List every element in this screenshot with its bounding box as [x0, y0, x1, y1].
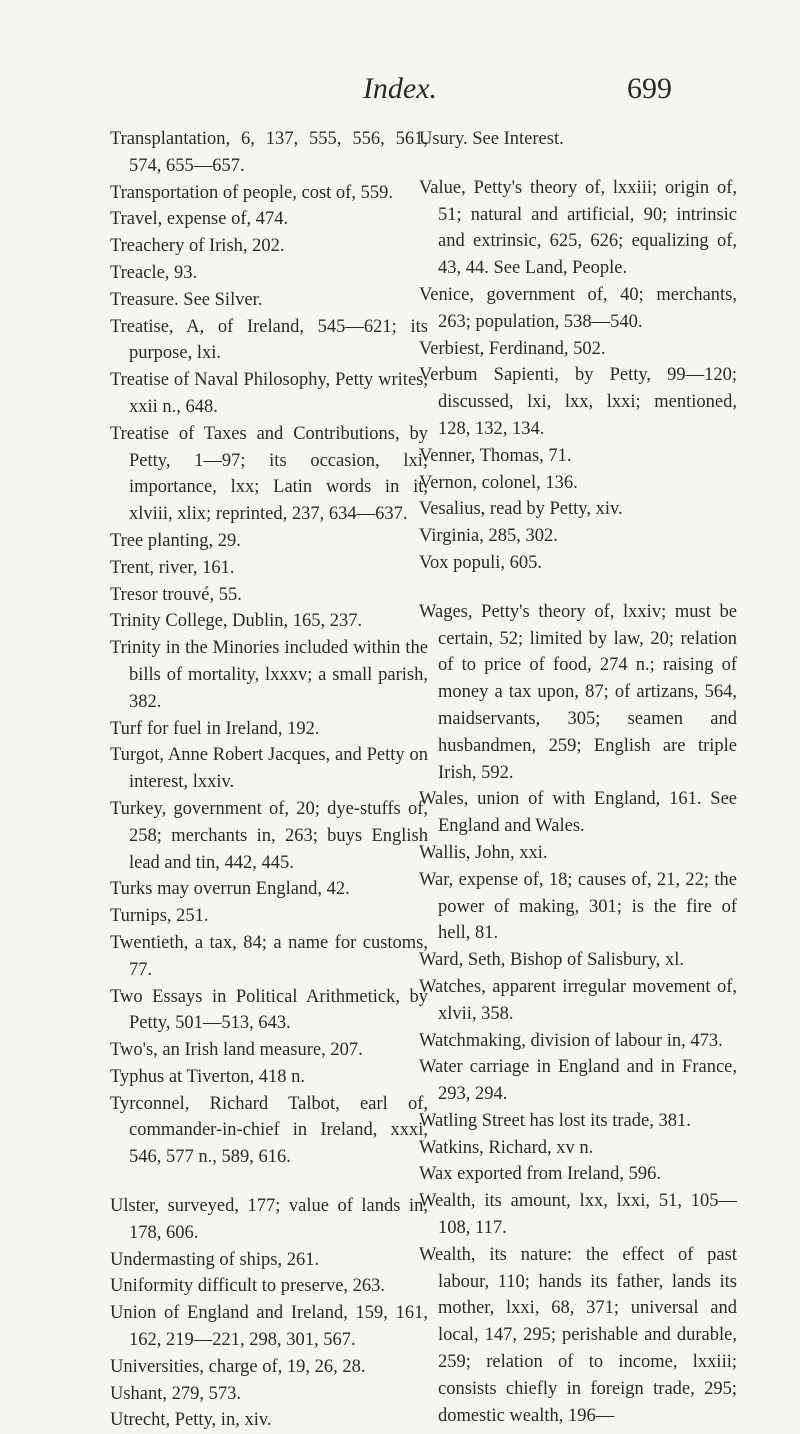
index-entry: Watches, apparent irregular movement of, xlvii, 358. — [419, 976, 737, 1024]
index-entry: Transplantation, 6, 137, 555, 556, 561, 574, 655—657. — [110, 129, 428, 176]
index-entry: Universities, charge of, 19, 26, 28. — [110, 1356, 366, 1377]
index-entry: Watling Street has lost its trade, 381. — [419, 1110, 691, 1131]
index-entry: Vernon, colonel, 136. — [419, 472, 578, 493]
index-entry: Two's, an Irish land measure, 207. — [110, 1040, 363, 1061]
index-entry: Wealth, its amount, lxx, lxxi, 51, 105—108, 117. — [419, 1191, 737, 1239]
index-entry: Wax exported from Ireland, 596. — [419, 1164, 662, 1185]
index-column-right — [419, 126, 737, 1429]
index-entry: Watchmaking, division of labour in, 473. — [419, 1030, 723, 1051]
index-entry: Ulster, surveyed, 177; value of lands in, 178, 606. — [110, 1196, 428, 1243]
index-entry: War, expense of, 18; causes of, 21, 22; the power of making, 301; is the fire of hell, 81. — [419, 869, 737, 944]
index-entry: Wages, Petty's theory of, lxxiv; must be certain, 52; limited by law, 20; relation of to price of food, 274 n.; raising of money a tax upon, 87; of artizans, 564, maidservants, 305; seamen and husbandmen, 259; English are triple Irish, 592. — [419, 601, 737, 783]
index-entry: Trinity College, Dublin, 165, 237. — [110, 611, 363, 632]
index-entry: Transportation of people, cost of, 559. — [110, 182, 393, 203]
index-entry: Venice, government of, 40; merchants, 263; population, 538—540. — [419, 284, 737, 332]
letter-section-gap — [110, 1171, 428, 1193]
index-entry: Ward, Seth, Bishop of Salisbury, xl. — [419, 950, 685, 971]
index-entry: Two Essays in Political Arithmetick, by Petty, 501—513, 643. — [110, 986, 428, 1034]
index-entry: Usury. See Interest. — [419, 129, 564, 149]
running-title: Index. — [362, 72, 438, 105]
index-entry: Typhus at Tiverton, 418 n. — [110, 1066, 306, 1087]
index-entry: Ushant, 279, 573. — [110, 1383, 242, 1404]
letter-section-gap — [419, 153, 737, 175]
index-entry: Turkey, government of, 20; dye-stuffs of, 258; merchants in, 263; buys English lead and tin, 442, 445. — [110, 798, 428, 873]
index-entry: Treachery of Irish, 202. — [110, 236, 285, 257]
index-entry: Vesalius, read by Petty, xiv. — [419, 499, 623, 520]
letter-section-gap — [419, 577, 737, 599]
page-number: 699 — [627, 72, 672, 105]
index-entry: Turks may overrun England, 42. — [110, 879, 350, 900]
index-entry: Undermasting of ships, 261. — [110, 1249, 320, 1270]
index-entry: Venner, Thomas, 71. — [419, 445, 572, 466]
index-entry: Tresor trouvé, 55. — [110, 584, 242, 605]
index-entry: Water carriage in England and in France, 293, 294. — [419, 1057, 737, 1105]
index-entry: Union of England and Ireland, 159, 161, 162, 219—221, 298, 301, 567. — [110, 1303, 428, 1351]
index-entry: Turgot, Anne Robert Jacques, and Petty on interest, lxxiv. — [110, 745, 428, 793]
index-entry: Trinity in the Minories included within the bills of mortality, lxxxv; a small parish, 382. — [110, 638, 428, 712]
index-entry: Virginia, 285, 302. — [419, 526, 558, 547]
index-entry: Wallis, John, xxi. — [419, 842, 548, 863]
index-entry: Treatise, A, of Ireland, 545—621; its purpose, lxi. — [110, 316, 428, 364]
index-entry: Utrecht, Petty, in, xiv. — [110, 1410, 272, 1431]
index-entry: Tyrconnel, Richard Talbot, earl of, commander-in-chief in Ireland, xxxi, 546, 577 n., 589, 616. — [110, 1093, 428, 1168]
index-entry: Travel, expense of, 474. — [110, 209, 289, 230]
index-entry: Treatise of Taxes and Contributions, by Petty, 1—97; its occasion, lxi; importance, lxx; Latin words in it, xlviii, xlix; reprinted, 237, 634—637. — [110, 423, 428, 525]
index-entry: Wealth, its nature: the effect of past labour, 110; hands its father, lands its mother, lxxi, 68, 371; universal and local, 147, 295; perishable and durable, 259; relation of to income, lxxiii; consists chiefly in foreign trade, 295; domestic wealth, 196— — [419, 1244, 737, 1426]
index-entry: Turf for fuel in Ireland, 192. — [110, 718, 320, 739]
index-entry: Treatise of Naval Philosophy, Petty writes, xxii n., 648. — [110, 370, 428, 417]
index-entry: Wales, union of with England, 161. See England and Wales. — [419, 789, 737, 837]
page-header — [0, 72, 800, 112]
index-entry: Value, Petty's theory of, lxxiii; origin of, 51; natural and artificial, 90; intrinsic and extrinsic, 625, 626; equalizing of, 43, 44. See Land, People. — [419, 177, 737, 279]
index-entry: Verbum Sapienti, by Petty, 99—120; discussed, lxi, lxx, lxxi; mentioned, 128, 132, 134. — [419, 365, 737, 439]
index-entry: Tree planting, 29. — [110, 530, 241, 551]
index-entry: Vox populi, 605. — [419, 552, 543, 573]
index-entry: Uniformity difficult to preserve, 263. — [110, 1276, 386, 1297]
index-entry: Turnips, 251. — [110, 906, 209, 927]
index-entry: Twentieth, a tax, 84; a name for customs, 77. — [110, 932, 428, 980]
index-entry: Treacle, 93. — [110, 262, 198, 283]
index-entry: Watkins, Richard, xv n. — [419, 1137, 594, 1158]
index-entry: Treasure. See Silver. — [110, 289, 263, 310]
index-entry: Verbiest, Ferdinand, 502. — [419, 338, 606, 359]
index-column-left — [110, 126, 428, 1434]
index-entry: Trent, river, 161. — [110, 557, 235, 578]
